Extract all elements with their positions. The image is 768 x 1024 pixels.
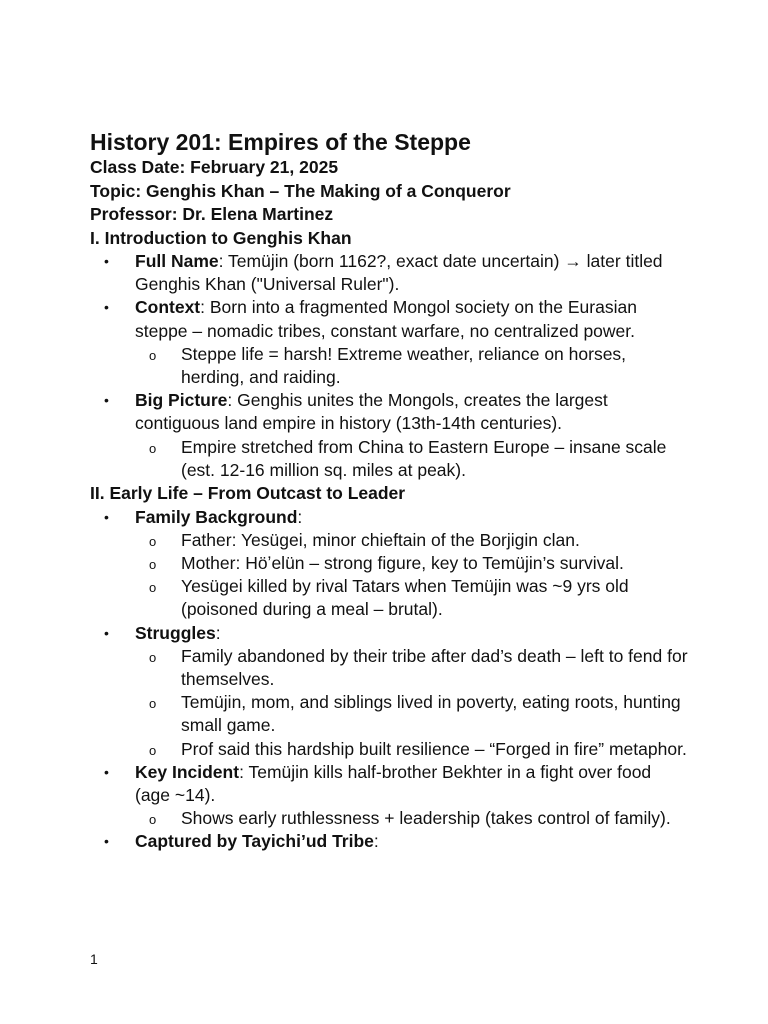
- topic-line: Topic: Genghis Khan – The Making of a Conqueror: [90, 180, 511, 201]
- item-text: :: [373, 831, 379, 852]
- item-label: Big Picture: [135, 390, 228, 411]
- sub-list: [135, 645, 690, 761]
- section-heading-early-life: II. Early Life – From Outcast to Leader: [90, 483, 406, 504]
- sub-list-item: [135, 807, 690, 830]
- sub-item-text: Father: Yesügei, minor chieftain of the Borjigin clan.: [181, 529, 580, 550]
- list-item: [90, 830, 690, 853]
- bullet-icon: •: [104, 833, 109, 850]
- hollow-bullet-icon: o: [149, 812, 157, 828]
- hollow-bullet-icon: o: [149, 649, 157, 665]
- section-early-life-list: [90, 506, 690, 854]
- sub-item-text: Empire stretched from China to Eastern Europe – insane scale (est. 12-16 million sq. miles at peak).: [181, 436, 667, 480]
- list-item: [90, 622, 690, 761]
- sub-item-text: Temüjin, mom, and siblings lived in poverty, eating roots, hunting small game.: [181, 692, 681, 736]
- item-label: Captured by Tayichi’ud Tribe: [135, 831, 374, 852]
- sub-item-text: Mother: Höʼelün – strong figure, key to Temüjin’s survival.: [181, 552, 624, 573]
- class-date: Class Date: February 21, 2025: [90, 157, 339, 177]
- item-text: : Temüjin kills half-brother Bekhter in a fight over food (age ~14).: [135, 761, 652, 805]
- bullet-icon: •: [104, 763, 109, 780]
- sub-list-item: [135, 552, 690, 575]
- bullet-icon: •: [104, 624, 109, 641]
- sub-item-text: Shows early ruthlessness + leadership (takes control of family).: [181, 808, 671, 829]
- sub-list-item: [135, 645, 690, 691]
- hollow-bullet-icon: o: [149, 556, 157, 572]
- professor-line: Professor: Dr. Elena Martinez: [90, 204, 334, 224]
- sub-list-item: [135, 738, 690, 761]
- list-item: [90, 506, 690, 622]
- hollow-bullet-icon: o: [149, 696, 157, 712]
- list-item: [90, 250, 690, 296]
- bullet-icon: •: [104, 253, 109, 269]
- sub-list-item: [135, 691, 690, 737]
- sub-list: [135, 529, 690, 622]
- sub-item-text: Family abandoned by their tribe after dad’s death – left to fend for themselves.: [181, 645, 688, 689]
- item-label: Struggles: [135, 622, 216, 643]
- sub-item-text: Prof said this hardship built resilience – “Forged in fire” metaphor.: [181, 738, 687, 759]
- sub-list-item: [135, 343, 690, 389]
- bullet-icon: •: [104, 392, 109, 409]
- list-item: [90, 389, 690, 482]
- hollow-bullet-icon: o: [149, 347, 157, 363]
- sub-item-text: Steppe life = harsh! Extreme weather, reliance on horses, herding, and raiding.: [181, 343, 627, 388]
- section-introduction-list: [90, 250, 690, 482]
- item-label: Context: [135, 297, 201, 318]
- list-item: [90, 761, 690, 831]
- sub-list: [135, 436, 690, 482]
- document-body: [90, 128, 690, 854]
- item-label: Key Incident: [135, 761, 240, 782]
- item-text: :: [215, 622, 221, 643]
- section-heading-introduction: I. Introduction to Genghis Khan: [90, 227, 352, 248]
- bullet-icon: •: [104, 299, 109, 316]
- sub-list-item: [135, 575, 690, 621]
- page-number: 1: [90, 951, 98, 967]
- item-text: : Genghis unites the Mongols, creates the largest contiguous land empire in history (13th-14th centuries).: [135, 390, 608, 434]
- hollow-bullet-icon: o: [149, 440, 157, 456]
- item-label: Family Background: [135, 506, 298, 527]
- list-item: [90, 296, 690, 389]
- sub-list-item: [135, 436, 690, 482]
- item-label: Full Name: [135, 251, 219, 271]
- hollow-bullet-icon: o: [149, 580, 157, 596]
- item-text: : Born into a fragmented Mongol society on the Eurasian steppe – nomadic tribes, constant warfare, no centralized power.: [135, 297, 637, 341]
- sub-list: [135, 343, 690, 389]
- sub-item-text: Yesügei killed by rival Tatars when Temüjin was ~9 yrs old (poisoned during a meal – brutal).: [181, 576, 629, 620]
- sub-list-item: [135, 529, 690, 552]
- document-title: History 201: Empires of the Steppe: [90, 129, 471, 155]
- sub-list: [135, 807, 690, 830]
- item-text: :: [297, 506, 303, 527]
- hollow-bullet-icon: o: [149, 533, 157, 549]
- item-text: : Temüjin (born 1162?, exact date uncertain) → later titled Genghis Khan ("Universal Ruler").: [135, 251, 663, 295]
- bullet-icon: •: [104, 508, 109, 525]
- hollow-bullet-icon: o: [149, 742, 157, 758]
